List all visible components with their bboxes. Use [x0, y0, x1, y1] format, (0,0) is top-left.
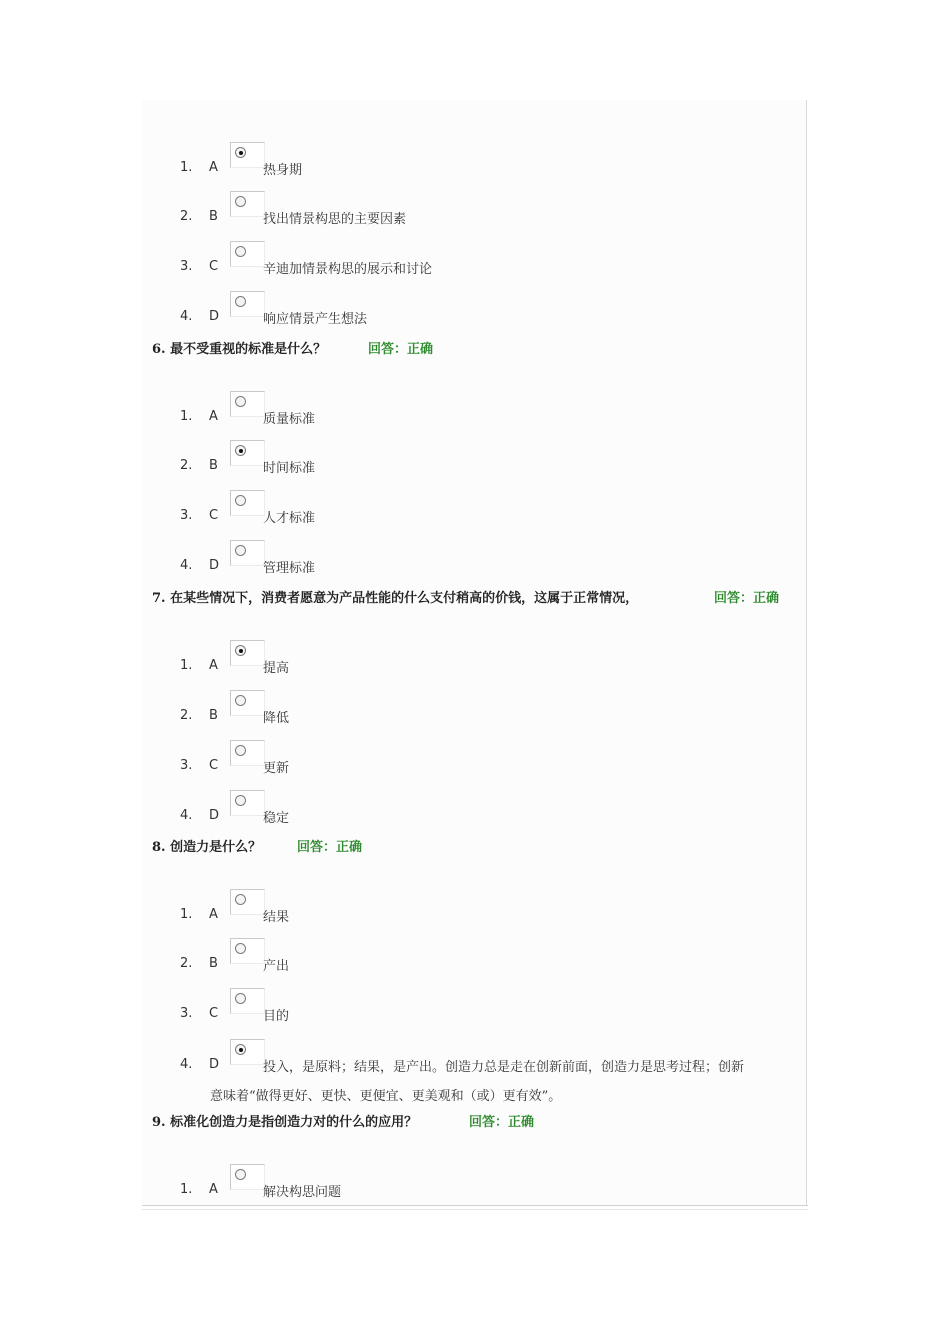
option-letter: C — [209, 1006, 219, 1021]
radio-box[interactable] — [230, 391, 265, 417]
question-text: 最不受重视的标准是什么？ — [170, 342, 327, 357]
radio-box[interactable] — [230, 988, 265, 1014]
radio-button[interactable] — [235, 495, 246, 506]
option-text: 投入，是原料；结果，是产出。创造力总是走在创新前面，创造力是思考过程；创新 — [263, 1060, 745, 1075]
option-text: 更新 — [263, 761, 290, 776]
answer-status: 回答：正确 — [368, 342, 434, 357]
radio-box[interactable] — [230, 241, 265, 267]
radio-button[interactable] — [235, 695, 246, 706]
option-number: 2. — [180, 209, 193, 224]
question-8 — [152, 836, 363, 856]
option-letter: D — [209, 1057, 220, 1072]
radio-button-checked[interactable] — [235, 147, 246, 158]
option-text: 产出 — [263, 959, 290, 974]
option-text: 结果 — [263, 910, 290, 925]
option-letter: A — [209, 409, 218, 424]
radio-button-checked[interactable] — [235, 1044, 246, 1055]
radio-box[interactable] — [230, 440, 265, 466]
option-text: 辛迪加情景构思的展示和讨论 — [263, 262, 433, 277]
option-number: 3. — [180, 508, 193, 523]
radio-box[interactable] — [230, 640, 265, 666]
radio-button[interactable] — [235, 196, 246, 207]
option-number: 1. — [180, 1182, 193, 1197]
option-text: 热身期 — [263, 163, 303, 178]
radio-button[interactable] — [235, 296, 246, 307]
radio-box[interactable] — [230, 740, 265, 766]
option-letter: A — [209, 907, 218, 922]
option-letter: C — [209, 508, 219, 523]
option-text: 提高 — [263, 661, 290, 676]
option-text: 时间标准 — [263, 461, 316, 476]
option-text-continuation: 意味着“做得更好、更快、更便宜、更美观和（或）更有效”。 — [210, 1089, 562, 1104]
option-letter: B — [209, 209, 218, 224]
option-letter: C — [209, 259, 219, 274]
answer-status: 回答：正确 — [714, 591, 780, 606]
option-letter: B — [209, 708, 218, 723]
radio-box[interactable] — [230, 790, 265, 816]
question-number: 6. — [152, 342, 166, 357]
radio-button-checked[interactable] — [235, 645, 246, 656]
radio-box[interactable] — [230, 142, 265, 168]
radio-button[interactable] — [235, 396, 246, 407]
question-text: 在某些情况下，消费者愿意为产品性能的什么支付稍高的价钱，这属于正常情况， — [170, 591, 639, 606]
option-text: 管理标准 — [263, 561, 316, 576]
option-letter: A — [209, 658, 218, 673]
radio-box[interactable] — [230, 191, 265, 217]
option-number: 3. — [180, 1006, 193, 1021]
option-number: 1. — [180, 658, 193, 673]
option-number: 1. — [180, 409, 193, 424]
option-text: 找出情景构思的主要因素 — [263, 212, 407, 227]
radio-button-checked[interactable] — [235, 445, 246, 456]
radio-box[interactable] — [230, 1164, 265, 1190]
option-number: 2. — [180, 956, 193, 971]
radio-box[interactable] — [230, 291, 265, 317]
option-number: 3. — [180, 259, 193, 274]
question-number: 9. — [152, 1115, 166, 1130]
radio-button[interactable] — [235, 745, 246, 756]
option-number: 4. — [180, 309, 193, 324]
option-text: 降低 — [263, 711, 290, 726]
radio-button[interactable] — [235, 246, 246, 257]
option-text: 质量标准 — [263, 412, 316, 427]
question-7 — [152, 587, 780, 607]
option-letter: D — [209, 309, 220, 324]
radio-box[interactable] — [230, 490, 265, 516]
question-text: 标准化创造力是指创造力对的什么的应用？ — [170, 1115, 418, 1130]
radio-box[interactable] — [230, 690, 265, 716]
radio-button[interactable] — [235, 795, 246, 806]
radio-button[interactable] — [235, 943, 246, 954]
option-letter: A — [209, 160, 218, 175]
radio-box[interactable] — [230, 938, 265, 964]
radio-button[interactable] — [235, 894, 246, 905]
option-number: 4. — [180, 1057, 193, 1072]
option-text: 稳定 — [263, 811, 290, 826]
answer-status: 回答：正确 — [297, 840, 363, 855]
question-9 — [152, 1111, 535, 1131]
question-6 — [152, 338, 434, 358]
option-number: 2. — [180, 458, 193, 473]
option-text: 解决构思问题 — [263, 1185, 342, 1200]
question-number: 7. — [152, 591, 166, 606]
option-number: 4. — [180, 808, 193, 823]
question-number: 8. — [152, 840, 166, 855]
panel-bottom-border — [142, 1205, 808, 1210]
option-number: 1. — [180, 160, 193, 175]
option-number: 4. — [180, 558, 193, 573]
option-letter: A — [209, 1182, 218, 1197]
radio-button[interactable] — [235, 993, 246, 1004]
answer-status: 回答：正确 — [469, 1115, 535, 1130]
option-letter: B — [209, 458, 218, 473]
radio-button[interactable] — [235, 1169, 246, 1180]
radio-box[interactable] — [230, 540, 265, 566]
option-number: 2. — [180, 708, 193, 723]
option-text: 目的 — [263, 1009, 290, 1024]
option-text: 人才标准 — [263, 511, 316, 526]
option-number: 3. — [180, 758, 193, 773]
option-letter: D — [209, 558, 220, 573]
radio-box[interactable] — [230, 1039, 265, 1065]
radio-button[interactable] — [235, 545, 246, 556]
radio-box[interactable] — [230, 889, 265, 915]
option-letter: C — [209, 758, 219, 773]
question-text: 创造力是什么？ — [170, 840, 262, 855]
option-letter: D — [209, 808, 220, 823]
option-letter: B — [209, 956, 218, 971]
option-text: 响应情景产生想法 — [263, 312, 368, 327]
option-number: 1. — [180, 907, 193, 922]
